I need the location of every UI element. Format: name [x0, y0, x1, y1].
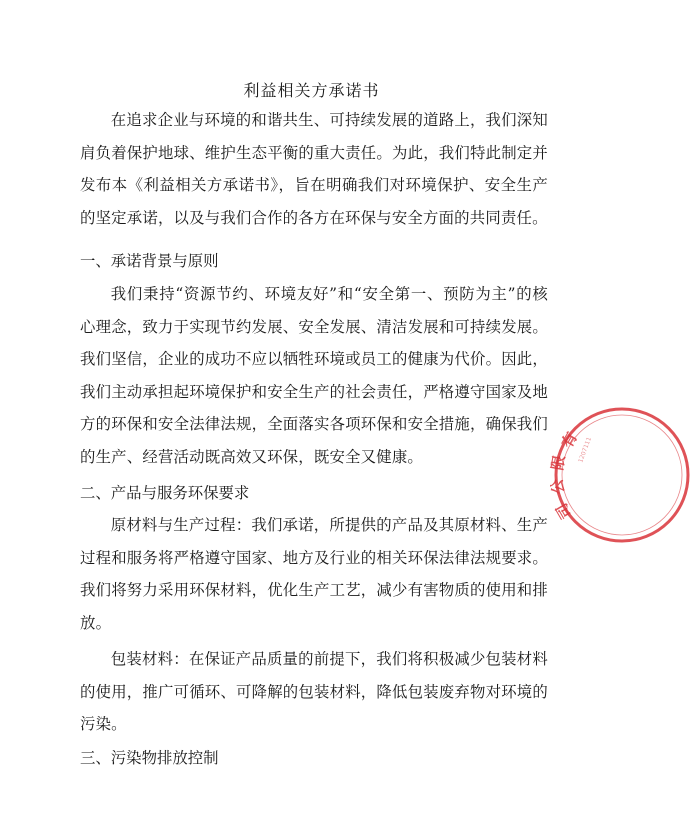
section-3-heading: 三、污染物排放控制 — [80, 749, 219, 767]
section-1-heading: 一、承诺背景与原则 — [80, 252, 219, 270]
svg-text:有: 有 — [557, 428, 581, 451]
company-seal-stamp — [547, 405, 692, 545]
section-2-paragraph-packaging: 包装材料：在保证产品质量的前提下，我们将积极减少包装材料的使用，推广可循环、可降解的包装材料，降低包装废弃物对环境的污染。 — [80, 650, 548, 733]
section-2-paragraph-materials: 原材料与生产过程：我们承诺，所提供的产品及其原材料、生产过程和服务将严格遵守国家、地方及行业的相关环保法律法规要求。我们将努力采用环保材料，优化生产工艺，减少有害物质的使用和排放。 — [80, 516, 548, 632]
svg-text:公: 公 — [547, 477, 568, 496]
section-2-heading: 二、产品与服务环保要求 — [80, 484, 250, 502]
svg-text:限: 限 — [548, 453, 569, 472]
svg-text:司: 司 — [552, 499, 576, 522]
section-1-paragraph: 我们秉持“资源节约、环境友好”和“安全第一、预防为主”的核心理念，致力于实现节约发展、安全发展、清洁发展和可持续发展。我们坚信，企业的成功不应以牺牲环境或员工的健康为代价。因此，我们主动承担起环境保护和安全生产的社会责任，严格遵守国家及地方的环保和安全法律法规，全面落实各项环保和安全措施，确保我们的生产、经营活动既高效又环保，既安全又健康。 — [80, 285, 548, 466]
intro-paragraph: 在追求企业与环境的和谐共生、可持续发展的道路上，我们深知肩负着保护地球、维护生态平衡的重大责任。为此，我们特此制定并发布本《利益相关方承诺书》，旨在明确我们对环境保护、安全生产的坚定承诺，以及与我们合作的各方在环保与安全方面的共同责任。 — [80, 111, 548, 227]
document-title: 利益相关方承诺书 — [243, 81, 380, 100]
svg-text:1207111: 1207111 — [577, 436, 594, 464]
